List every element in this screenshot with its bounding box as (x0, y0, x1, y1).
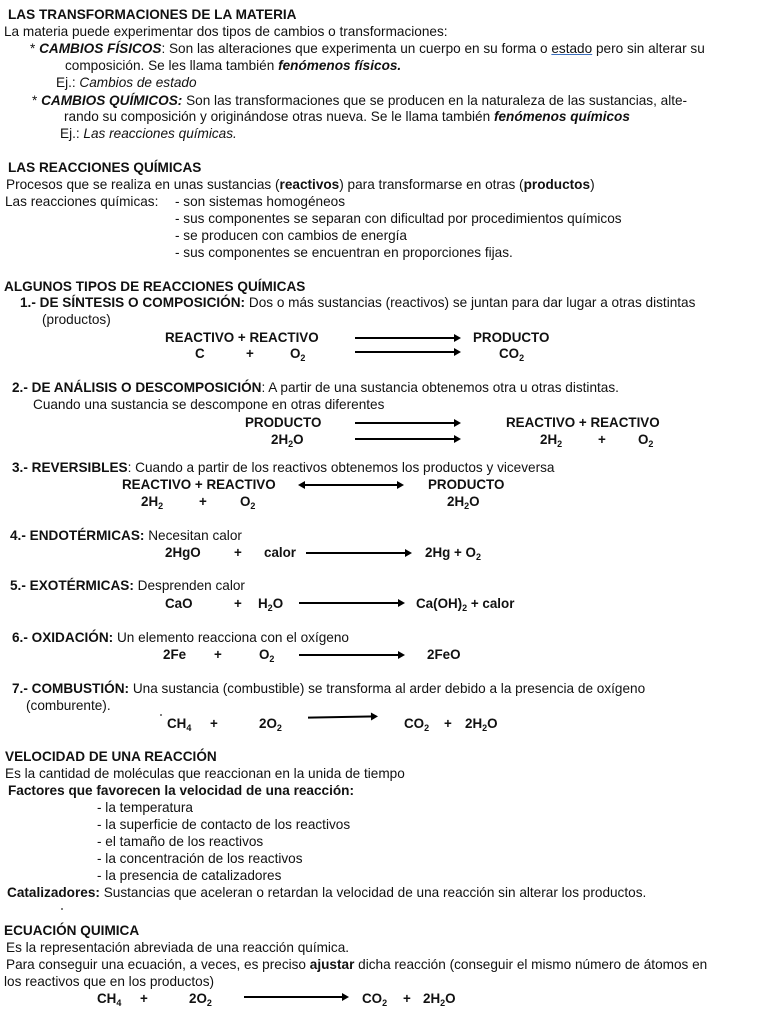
reacciones-list-item: - sus componentes se encuentran en proporciones fijas. (175, 245, 513, 260)
fenomenos-quimicos: fenómenos químicos (493, 109, 630, 124)
plus-sign: + (403, 991, 411, 1006)
plus-sign: + (246, 346, 254, 361)
reversibles-eq-generic-left: REACTIVO + REACTIVO (122, 477, 276, 492)
plus-sign: + (199, 494, 207, 509)
tipo-combustion-label: 7.- COMBUSTIÓN: (12, 681, 130, 696)
reacciones-list-item: - son sistemas homogéneos (175, 194, 346, 209)
plus-sign: + (444, 716, 452, 731)
reacciones-list-item: - se producen con cambios de energía (175, 228, 407, 243)
cambios-fisicos-example: Ej.: Cambios de estado (56, 75, 197, 90)
cambios-fisicos-line1: * CAMBIOS FÍSICOS: Son las alteraciones que experimenta un cuerpo en su forma o estado pero sin alterar su (30, 41, 705, 56)
double-arrow-icon (300, 484, 402, 486)
plus-sign: + (234, 545, 242, 560)
right-arrow-icon (355, 438, 459, 440)
ecuacion-ajustar-text-cont: los reactivos que en los productos) (4, 974, 215, 989)
ecuacion-eq-2o2: $2O_2$ (189, 991, 212, 1008)
factores-title: Factores que favorecen la velocidad de una reacción: (8, 783, 355, 798)
section-title-transformaciones: LAS TRANSFORMACIONES DE LA MATERIA (8, 7, 297, 22)
analisis-eq-generic-right: REACTIVO + REACTIVO (506, 415, 660, 430)
right-arrow-icon (355, 351, 459, 353)
ecuacion-ajustar-text: Para conseguir una ecuación, a veces, es preciso ajustar dicha reacción (conseguir el mismo número de átomos en (6, 957, 708, 972)
tipo-oxidacion-label: 6.- OXIDACIÓN: (12, 630, 114, 645)
right-arrow-icon (299, 654, 403, 656)
ecuacion-eq-ch4: $CH_4$ (97, 991, 122, 1008)
tipo-sintesis-description: 1.- DE SÍNTESIS O COMPOSICIÓN: Dos o más sustancias (reactivos) se juntan para dar lugar a otras distintas (20, 295, 696, 310)
reversibles-eq-generic-right: PRODUCTO (428, 477, 505, 492)
endotermicas-eq-2hgo: 2HgO (165, 545, 201, 560)
section-title-velocidad: VELOCIDAD DE UNA REACCIÓN (5, 749, 217, 764)
factor-item: - la presencia de catalizadores (97, 868, 282, 883)
combustion-eq-2o2: $2O_2$ (259, 716, 282, 733)
section-title-ecuacion: ECUACIÓN QUIMICA (4, 923, 140, 938)
oxidacion-eq-2fe: 2Fe (163, 647, 187, 662)
right-arrow-icon (355, 337, 459, 339)
bullet: * (30, 41, 40, 56)
catalizadores-definition: Catalizadores: Sustancias que aceleran o retardan la velocidad de una reacción sin alterar los productos. (7, 885, 647, 900)
tipo-combustion-description: 7.- COMBUSTIÓN: Una sustancia (combustible) se transforma al arder debido a la presencia de oxígeno (12, 681, 646, 696)
cambios-fisicos-term: CAMBIOS FÍSICOS (39, 41, 162, 56)
reversibles-eq-o2: $O_2$ (240, 494, 256, 511)
transformaciones-intro: La materia puede experimentar dos tipos de cambios o transformaciones: (4, 24, 448, 39)
tipo-oxidacion-description: 6.- OXIDACIÓN: Un elemento reacciona con el oxígeno (12, 630, 349, 645)
oxidacion-eq-2feo: 2FeO (427, 647, 461, 662)
tipo-endotermicas-label: 4.- ENDOTÉRMICAS: (10, 528, 145, 543)
sintesis-eq-generic-right: PRODUCTO (473, 330, 550, 345)
exotermicas-eq-h2o: $H_2O$ (258, 596, 284, 613)
cambios-fisicos-line2: composición. Se les llama también fenómenos físicos. (65, 58, 402, 73)
stray-dot (160, 714, 162, 716)
tipo-analisis-label: 2.- DE ANÁLISIS O DESCOMPOSICIÓN (12, 380, 262, 395)
analisis-eq-2h2: $2H_2$ (540, 432, 563, 449)
analisis-eq-2h2o: $2H_2O$ (271, 432, 304, 449)
right-arrow-icon (308, 715, 376, 718)
cambios-quimicos-line2: rando su composición y originándose otras nueva. Se le llama también fenómenos químicos (64, 109, 630, 124)
bullet: * (32, 93, 42, 108)
combustion-eq-co2: $CO_2$ (404, 716, 430, 733)
plus-sign: + (214, 647, 222, 662)
reacciones-list-label: Las reacciones químicas: (5, 194, 159, 209)
section-title-tipos: ALGUNOS TIPOS DE REACCIONES QUÍMICAS (4, 279, 306, 294)
endotermicas-eq-product: $2Hg + O_2$ (425, 545, 481, 562)
ecuacion-eq-2h2o: $2H_2O$ (423, 991, 456, 1008)
plus-sign: + (140, 991, 148, 1006)
sintesis-eq-o2: $O_2$ (290, 346, 306, 363)
plus-sign: + (234, 596, 242, 611)
fenomenos-fisicos: fenómenos físicos. (278, 58, 402, 73)
exotermicas-eq-product: $Ca(OH)_2$ + calor (416, 596, 515, 613)
reversibles-eq-2h2o: $2H_2O$ (447, 494, 480, 511)
velocidad-definition: Es la cantidad de moléculas que reaccionan en la unida de tiempo (5, 766, 405, 781)
reversibles-eq-2h2: $2H_2$ (141, 494, 164, 511)
tipo-analisis-description: 2.- DE ANÁLISIS O DESCOMPOSICIÓN: A partir de una sustancia obtenemos otra u otras distintas. (12, 380, 619, 395)
tipo-reversibles-description: 3.- REVERSIBLES: Cuando a partir de los reactivos obtenemos los productos y viceversa (12, 460, 555, 475)
cambios-quimicos-example: Ej.: Las reacciones químicas. (60, 126, 237, 141)
ecuacion-definition: Es la representación abreviada de una reacción química. (6, 940, 350, 955)
section-title-reacciones: LAS REACCIONES QUÍMICAS (8, 160, 202, 175)
estado-spellcheck-underline: estado (551, 41, 593, 56)
combustion-eq-ch4: $CH_4$ (167, 716, 192, 733)
catalizadores-label: Catalizadores: (7, 885, 100, 900)
factor-item: - la temperatura (97, 800, 193, 815)
analisis-eq-generic-left: PRODUCTO (245, 415, 322, 430)
sintesis-eq-c: C (195, 346, 205, 361)
exotermicas-eq-cao: CaO (165, 596, 193, 611)
tipo-exotermicas-description: 5.- EXOTÉRMICAS: Desprenden calor (10, 578, 245, 593)
cambios-quimicos-term: CAMBIOS QUÍMICOS: (41, 93, 183, 108)
right-arrow-icon (244, 996, 347, 998)
tipo-sintesis-description-cont: (productos) (42, 312, 111, 327)
right-arrow-icon (306, 552, 410, 554)
sintesis-eq-generic-left: REACTIVO + REACTIVO (165, 330, 319, 345)
tipo-sintesis-label: 1.- DE SÍNTESIS O COMPOSICIÓN: (20, 295, 246, 310)
cambios-quimicos-line1: * CAMBIOS QUÍMICOS: Son las transformaciones que se producen en la naturaleza de las sustancias, alte- (32, 93, 688, 108)
tipo-analisis-description-cont: Cuando una sustancia se descompone en otras diferentes (33, 397, 385, 412)
oxidacion-eq-o2: $O_2$ (259, 647, 275, 664)
tipo-exotermicas-label: 5.- EXOTÉRMICAS: (10, 578, 134, 593)
plus-sign: + (210, 716, 218, 731)
tipo-combustion-description-cont: (comburente). (26, 698, 111, 713)
ajustar-keyword: ajustar (309, 957, 355, 972)
combustion-eq-2h2o: $2H_2O$ (465, 716, 498, 733)
ecuacion-eq-co2: $CO_2$ (362, 991, 388, 1008)
stray-dot (61, 908, 63, 910)
right-arrow-icon (299, 602, 403, 604)
right-arrow-icon (355, 422, 459, 424)
factor-item: - la superficie de contacto de los reactivos (97, 817, 351, 832)
factor-item: - el tamaño de los reactivos (97, 834, 264, 849)
plus-sign: + (598, 432, 606, 447)
sintesis-eq-co2: $CO_2$ (499, 346, 525, 363)
factor-item: - la concentración de los reactivos (97, 851, 303, 866)
analisis-eq-o2: $O_2$ (638, 432, 654, 449)
endotermicas-eq-calor: calor (264, 545, 297, 560)
tipo-endotermicas-description: 4.- ENDOTÉRMICAS: Necesitan calor (10, 528, 242, 543)
reacciones-definition: Procesos que se realiza en unas sustancias (reactivos) para transformarse en otras (productos) (6, 177, 595, 192)
tipo-reversibles-label: 3.- REVERSIBLES (12, 460, 128, 475)
reacciones-list-item: - sus componentes se separan con dificultad por procedimientos químicos (175, 211, 622, 226)
